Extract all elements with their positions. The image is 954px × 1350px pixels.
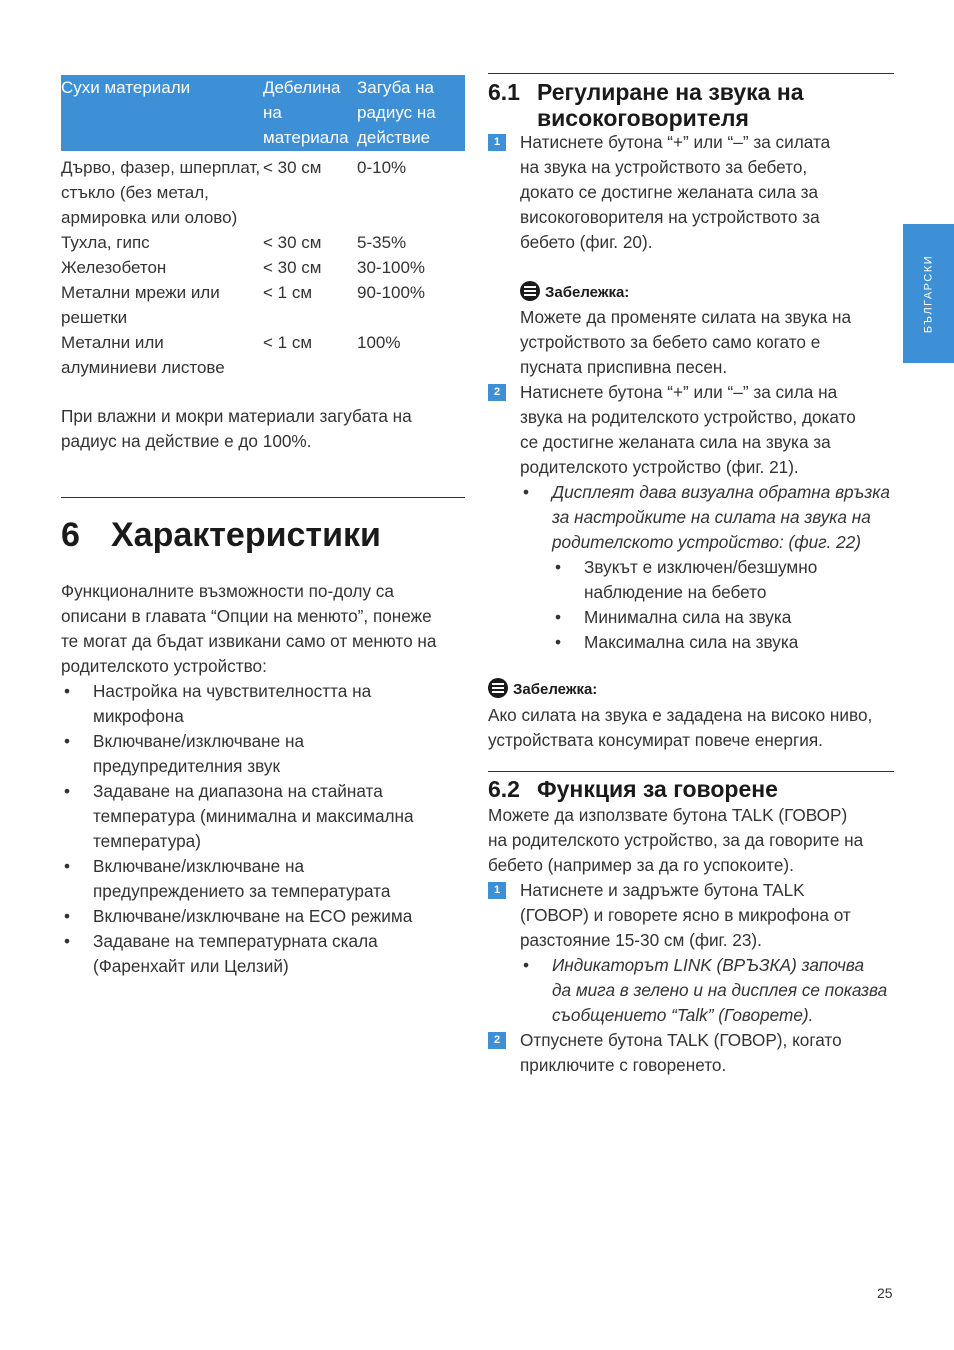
- step-number-badge: 2: [488, 384, 506, 401]
- table-cell: < 30 см: [263, 158, 322, 177]
- result-text: Дисплеят дава визуална обратна връзка за настройките на силата на звука на родителското устройство: (фиг. 22): [552, 482, 890, 552]
- bullet-icon: •: [63, 931, 71, 951]
- step-1-result: [520, 953, 894, 1028]
- page-number: 25: [877, 1285, 893, 1301]
- materials-table: [61, 75, 465, 380]
- chapter-title-text: Характеристики: [111, 516, 381, 554]
- bullet-icon: •: [554, 632, 562, 652]
- chapter-number: 6: [61, 516, 80, 554]
- note-icon: [488, 678, 508, 698]
- table-row: [61, 330, 465, 380]
- table-cell: < 30 см: [263, 258, 322, 277]
- step-number-badge: 2: [488, 1032, 506, 1049]
- section-number: 6.2: [488, 776, 520, 802]
- language-side-tab: [903, 224, 954, 363]
- step-1: [488, 878, 894, 953]
- bullet-icon: •: [63, 781, 71, 801]
- note-label: Забележка:: [513, 681, 598, 698]
- step-2-result: [520, 480, 894, 555]
- result-text: Индикаторът LINK (ВРЪЗКА) започва да мига в зелено и на дисплея се показва съобщението “Talk” (Говорете).: [552, 955, 888, 1025]
- note-heading: [520, 283, 629, 303]
- list-item-text: Звукът е изключен/безшумно наблюдение на бебето: [584, 557, 818, 602]
- list-item: [61, 854, 465, 904]
- list-item-text: Включване/изключване на предупредителния звук: [93, 731, 305, 776]
- list-item-text: Настройка на чувствителността на микрофона: [93, 681, 372, 726]
- list-item: [552, 630, 894, 655]
- list-item-text: Задаване на температурната скала (Фаренхайт или Целзий): [93, 931, 378, 976]
- table-header-row: [61, 75, 465, 151]
- table-row: [61, 255, 465, 280]
- list-item-text: Задаване на диапазона на стайната температура (минимална и максимална температура): [93, 781, 414, 851]
- step-number-badge: 1: [488, 134, 506, 151]
- step-number-badge: 1: [488, 882, 506, 899]
- note-icon: [520, 281, 540, 301]
- language-label: БЪЛГАРСКИ: [922, 254, 934, 333]
- bullet-icon: •: [63, 681, 71, 701]
- list-item-text: Включване/изключване на предупреждението за температурата: [93, 856, 391, 901]
- section-title-text: Регулиране на звука на високоговорителя: [537, 79, 804, 131]
- note-heading: [488, 680, 597, 700]
- features-list: [61, 679, 465, 979]
- list-item: [61, 904, 465, 929]
- table-cell: Метални мрежи или решетки: [61, 283, 220, 327]
- table-header-cell: Сухи материали: [61, 75, 263, 151]
- bullet-icon: •: [522, 482, 530, 502]
- bullet-icon: •: [63, 906, 71, 926]
- step-text: Натиснете бутона “+” или “–” за сила на звука на родителското устройство, докато се достигне желаната сила на звука за родителското устройство (фиг. 21).: [520, 382, 856, 477]
- step-2: [488, 380, 894, 480]
- table-cell: 100%: [357, 333, 401, 352]
- chapter-rule: [61, 497, 465, 498]
- table-cell: Железобетон: [61, 258, 167, 277]
- list-item: [61, 679, 465, 729]
- table-header-cell: Дебелина на материала: [263, 75, 357, 151]
- table-cell: 90-100%: [357, 283, 426, 302]
- table-row: [61, 280, 465, 330]
- list-item: [61, 779, 465, 854]
- bullet-icon: •: [63, 731, 71, 751]
- list-item: [552, 555, 894, 605]
- section-rule-6-1: [488, 73, 894, 74]
- note-text: Можете да променяте силата на звука на устройството за бебето само когато е пусната приспивна песен.: [520, 307, 852, 377]
- table-cell: 30-100%: [357, 258, 426, 277]
- list-item-text: Минимална сила на звука: [584, 607, 792, 627]
- section-title-6-1: [488, 79, 892, 131]
- list-item: [61, 729, 465, 779]
- table-row: [61, 230, 465, 255]
- bullet-icon: •: [522, 955, 530, 975]
- section-title-text: Функция за говорене: [537, 776, 778, 802]
- table-cell: < 1 см: [263, 283, 313, 302]
- note-label: Забележка:: [545, 284, 630, 301]
- table-cell: Тухла, гипс: [61, 233, 150, 252]
- table-header-cell: Загуба на радиус на действие: [357, 75, 465, 151]
- step-text: Натиснете бутона “+” или “–” за силата на звука на устройството за бебето, докато се достигне желаната сила за високоговорителя на устройството за бебето (фиг. 20).: [520, 132, 831, 252]
- note-text: Ако силата на звука е зададена на високо ниво, устройствата консумират повече енергия.: [488, 705, 873, 750]
- table-cell: 0-10%: [357, 158, 407, 177]
- list-item: [552, 605, 894, 630]
- table-cell: < 30 см: [263, 233, 322, 252]
- table-cell: Метални или алуминиеви листове: [61, 333, 225, 377]
- list-item-text: Включване/изключване на ECO режима: [93, 906, 413, 926]
- bullet-icon: •: [554, 607, 562, 627]
- list-item: [61, 929, 465, 979]
- bullet-icon: •: [63, 856, 71, 876]
- table-cell: 5-35%: [357, 233, 407, 252]
- table-cell: < 1 см: [263, 333, 313, 352]
- step-text: Натиснете и задръжте бутона TALK (ГОВОР) и говорете ясно в микрофона от разстояние 15-30 см (фиг. 23).: [520, 880, 851, 950]
- wet-materials-note: При влажни и мокри материали загубата на радиус на действие е до 100%.: [61, 406, 412, 451]
- volume-levels-list: [552, 555, 894, 655]
- bullet-icon: •: [554, 557, 562, 577]
- section-intro: Можете да използвате бутона TALK (ГОВОР) на родителското устройство, за да говорите на бебето (например за да го успокоите).: [488, 805, 864, 875]
- step-1: [488, 130, 894, 255]
- chapter-title: [61, 513, 381, 557]
- step-text: Отпуснете бутона TALK (ГОВОР), когато приключите с говоренето.: [520, 1030, 842, 1075]
- table-cell: Дърво, фазер, шперплат, стъкло (без метал, армировка или олово): [61, 158, 261, 227]
- step-2: [488, 1028, 894, 1078]
- section-title-6-2: [488, 776, 892, 802]
- chapter-intro: Функционалните възможности по-долу са описани в главата “Опции на менюто”, понеже те могат да бъдат извикани само от менюто на родителското устройство:: [61, 581, 437, 676]
- table-row: [61, 151, 465, 230]
- list-item-text: Максимална сила на звука: [584, 632, 799, 652]
- section-number: 6.1: [488, 79, 520, 105]
- section-rule-6-2: [488, 771, 894, 772]
